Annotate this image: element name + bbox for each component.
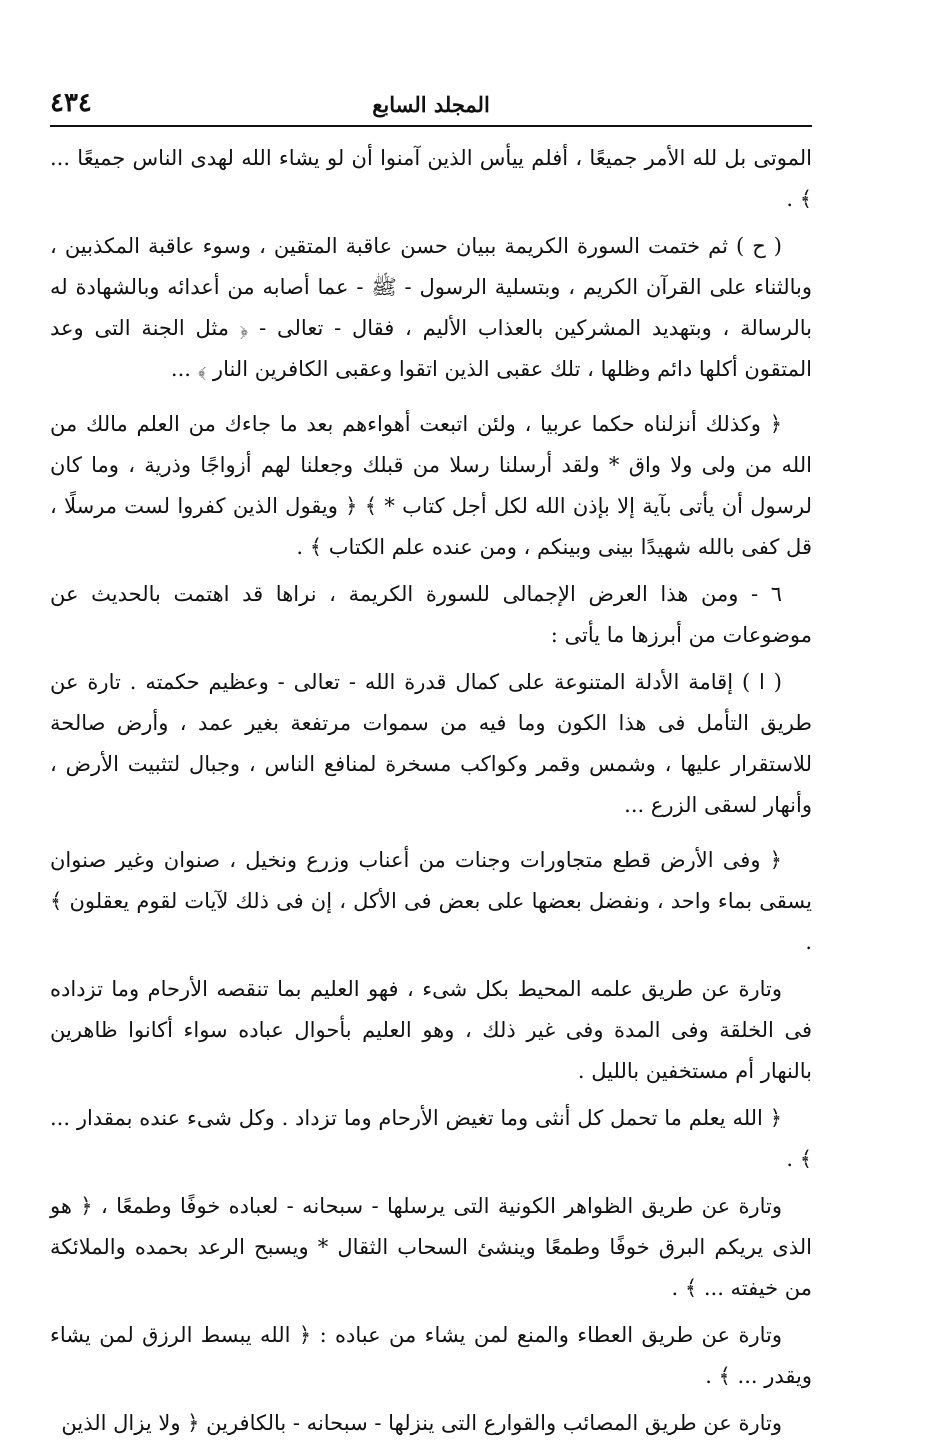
paragraph: ( ح ) ثم ختمت السورة الكريمة ببيان حسن عاقبة المتقين ، وسوء عاقبة المكذبين ، وبالثناء على القرآن الكريم ، وبتسلية الرسول - ﷺ - عما أصابه من أعدائه وبالشهادة له بالرسالة ، وبتهديد المشركين بالعذاب الأليم ، فقال - تعالى - ﴿ مثل الجنة التى وعد المتقون أكلها دائم وظلها ، تلك عقبى الذين اتقوا وعقبى الكافرين النار ﴾ ... bbox=[50, 234, 812, 381]
paragraph: وتارة عن طريق المصائب والقوارع التى ينزلها - سبحانه - بالكافرين ﴿ ولا يزال الذين bbox=[61, 1411, 782, 1435]
paragraph: ٦ - ومن هذا العرض الإجمالى للسورة الكريمة ، نراها قد اهتمت بالحديث عن موضوعات من أبرزها ما يأتى : bbox=[50, 582, 812, 647]
paragraph: وتارة عن طريق الظواهر الكونية التى يرسلها - سبحانه - لعباده خوفًا وطمعًا ، ﴿ هو الذى يريكم البرق خوفًا وطمعًا وينشئ السحاب الثقال * ويسبح الرعد بحمده والملائكة من خيفته ... ﴾ . bbox=[50, 1194, 812, 1300]
page-body bbox=[50, 138, 812, 1450]
paragraph: وتارة عن طريق العطاء والمنع لمن يشاء من عباده : ﴿ الله يبسط الرزق لمن يشاء ويقدر ... ﴾ . bbox=[50, 1323, 812, 1388]
quran-quote: ﴿ وفى الأرض قطع متجاورات وجنات من أعناب وزرع ونخيل ، صنوان وغير صنوان يسقى بماء واحد ، ونفضل بعضها على بعض فى الأكل ، إن فى ذلك لآيات لقوم يعقلون ﴾ . bbox=[50, 848, 812, 954]
paragraph: وتارة عن طريق علمه المحيط بكل شىء ، فهو العليم بما تنقصه الأرحام وما تزداده فى الخلقة وفى المدة وفى غير ذلك ، وهو العليم بأحوال عباده سواء أكانوا ظاهرين بالنهار أم مستخفين بالليل . bbox=[50, 977, 812, 1083]
page-header bbox=[50, 80, 812, 124]
paragraph: الموتى بل لله الأمر جميعًا ، أفلم ييأس الذين آمنوا أن لو يشاء الله لهدى الناس جميعًا ... ﴾ . bbox=[50, 146, 812, 211]
running-title: المجلد السابع bbox=[372, 92, 490, 117]
quran-quote: ﴿ الله يعلم ما تحمل كل أنثى وما تغيض الأرحام وما تزداد . وكل شىء عنده بمقدار ... ﴾ . bbox=[50, 1106, 812, 1171]
header-rule bbox=[50, 125, 812, 127]
page-number: ٤٣٤ bbox=[50, 88, 92, 118]
quran-quote: ﴿ وكذلك أنزلناه حكما عربيا ، ولئن اتبعت أهواءهم بعد ما جاءك من العلم مالك من الله من ولى ولا واق * ولقد أرسلنا رسلا من قبلك وجعلنا لهم أزواجًا وذرية ، وما كان لرسول أن يأتى بآية إلا بإذن الله لكل أجل كتاب * ﴾ ﴿ ويقول الذين كفروا لست مرسلًا ، قل كفى بالله شهيدًا بينى وبينكم ، ومن عنده علم الكتاب ﴾ . bbox=[50, 412, 812, 559]
paragraph: ( ا ) إقامة الأدلة المتنوعة على كمال قدرة الله - تعالى - وعظيم حكمته . تارة عن طريق التأمل فى هذا الكون وما فيه من سموات مرتفعة بغير عمد ، وأرض صالحة للاستقرار عليها ، وشمس وقمر وكواكب مسخرة لمنافع الناس ، وجبال لتثبيت الأرض ، وأنهار لسقى الزرع ... bbox=[50, 670, 812, 817]
